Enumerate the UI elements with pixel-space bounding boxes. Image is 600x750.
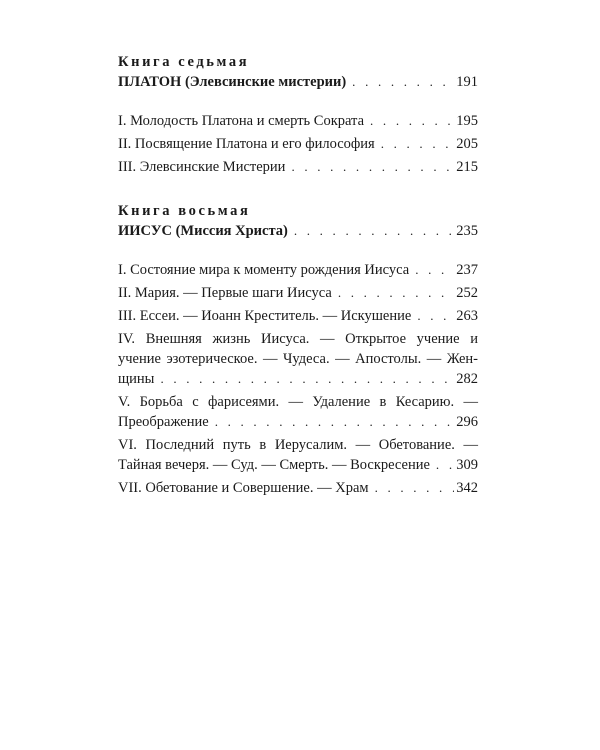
- chapter-title: V. Борьба с фарисеями. — Удаление в Кесарию. —: [118, 394, 478, 410]
- chapter-title-line: [118, 392, 478, 412]
- chapter-title: VII. Обетование и Совершение. — Храм: [118, 480, 369, 496]
- toc-entry: [118, 435, 478, 475]
- toc-entry: [118, 157, 478, 177]
- book-heading: Книга седьмая: [118, 54, 250, 70]
- page-number: 215: [456, 159, 478, 175]
- chapter-title: Тайная вечеря. — Суд. — Смерть. — Воскресение: [118, 457, 430, 473]
- dot-leader: [332, 283, 454, 303]
- chapter-title: I. Молодость Платона и смерть Сократа: [118, 113, 365, 129]
- dot-leader: [346, 72, 454, 92]
- dot-leader: [364, 111, 454, 131]
- toc-entry: [118, 134, 478, 154]
- book-heading: Книга восьмая: [118, 203, 251, 219]
- table-of-contents: [118, 52, 478, 522]
- book-eight: [118, 201, 478, 498]
- dot-leader: [369, 478, 455, 498]
- page-number: 237: [456, 262, 478, 278]
- chapter-title-line: [118, 435, 478, 455]
- dot-leader: [411, 306, 454, 326]
- book-title: ПЛАТОН (Элевсинские мистерии): [118, 74, 347, 90]
- dot-leader: [409, 260, 454, 280]
- chapter-title: IV. Внешняя жизнь Иисуса. — Открытое учение и: [118, 331, 478, 347]
- chapter-title: II. Посвящение Платона и его философия: [118, 136, 375, 152]
- book-title-entry: [118, 221, 478, 241]
- dot-leader: [209, 412, 455, 432]
- toc-entry: [118, 111, 478, 131]
- toc-entry: [118, 283, 478, 303]
- page-number: 235: [456, 223, 478, 239]
- book-seven: [118, 52, 478, 177]
- toc-entry: [118, 306, 478, 326]
- page-number: 252: [456, 285, 478, 301]
- toc-entry: [118, 260, 478, 280]
- chapter-title-line: [118, 329, 478, 349]
- chapter-title: учение эзотерическое. — Чудеса. — Апостолы. — Жен-: [118, 351, 478, 367]
- page-number: 195: [456, 113, 478, 129]
- chapter-title: VI. Последний путь в Иерусалим. — Обетование. —: [118, 437, 478, 453]
- toc-entry: [118, 478, 478, 498]
- chapter-title: Преображение: [118, 414, 209, 430]
- dot-leader: [375, 134, 455, 154]
- page-number: 282: [456, 371, 478, 387]
- toc-entry: [118, 329, 478, 389]
- book-title: ИИСУС (Миссия Христа): [118, 223, 288, 239]
- chapter-title-line: [118, 349, 478, 369]
- chapter-title: щины: [118, 371, 155, 387]
- page-number: 191: [456, 74, 478, 90]
- page-number: 342: [456, 480, 478, 496]
- dot-leader: [154, 369, 454, 389]
- chapter-title: III. Ессеи. — Иоанн Креститель. — Искушение: [118, 308, 412, 324]
- chapter-title: III. Элевсинские Мистерии: [118, 159, 286, 175]
- dot-leader: [285, 157, 454, 177]
- page-number: 205: [456, 136, 478, 152]
- dot-leader: [288, 221, 454, 241]
- book-title-entry: [118, 72, 478, 92]
- page-number: 263: [456, 308, 478, 324]
- toc-entry: [118, 392, 478, 432]
- page-number: 296: [456, 414, 478, 430]
- page-number: 309: [456, 457, 478, 473]
- chapter-title: I. Состояние мира к моменту рождения Иисуса: [118, 262, 410, 278]
- chapter-title: II. Мария. — Первые шаги Иисуса: [118, 285, 332, 301]
- dot-leader: [430, 455, 454, 475]
